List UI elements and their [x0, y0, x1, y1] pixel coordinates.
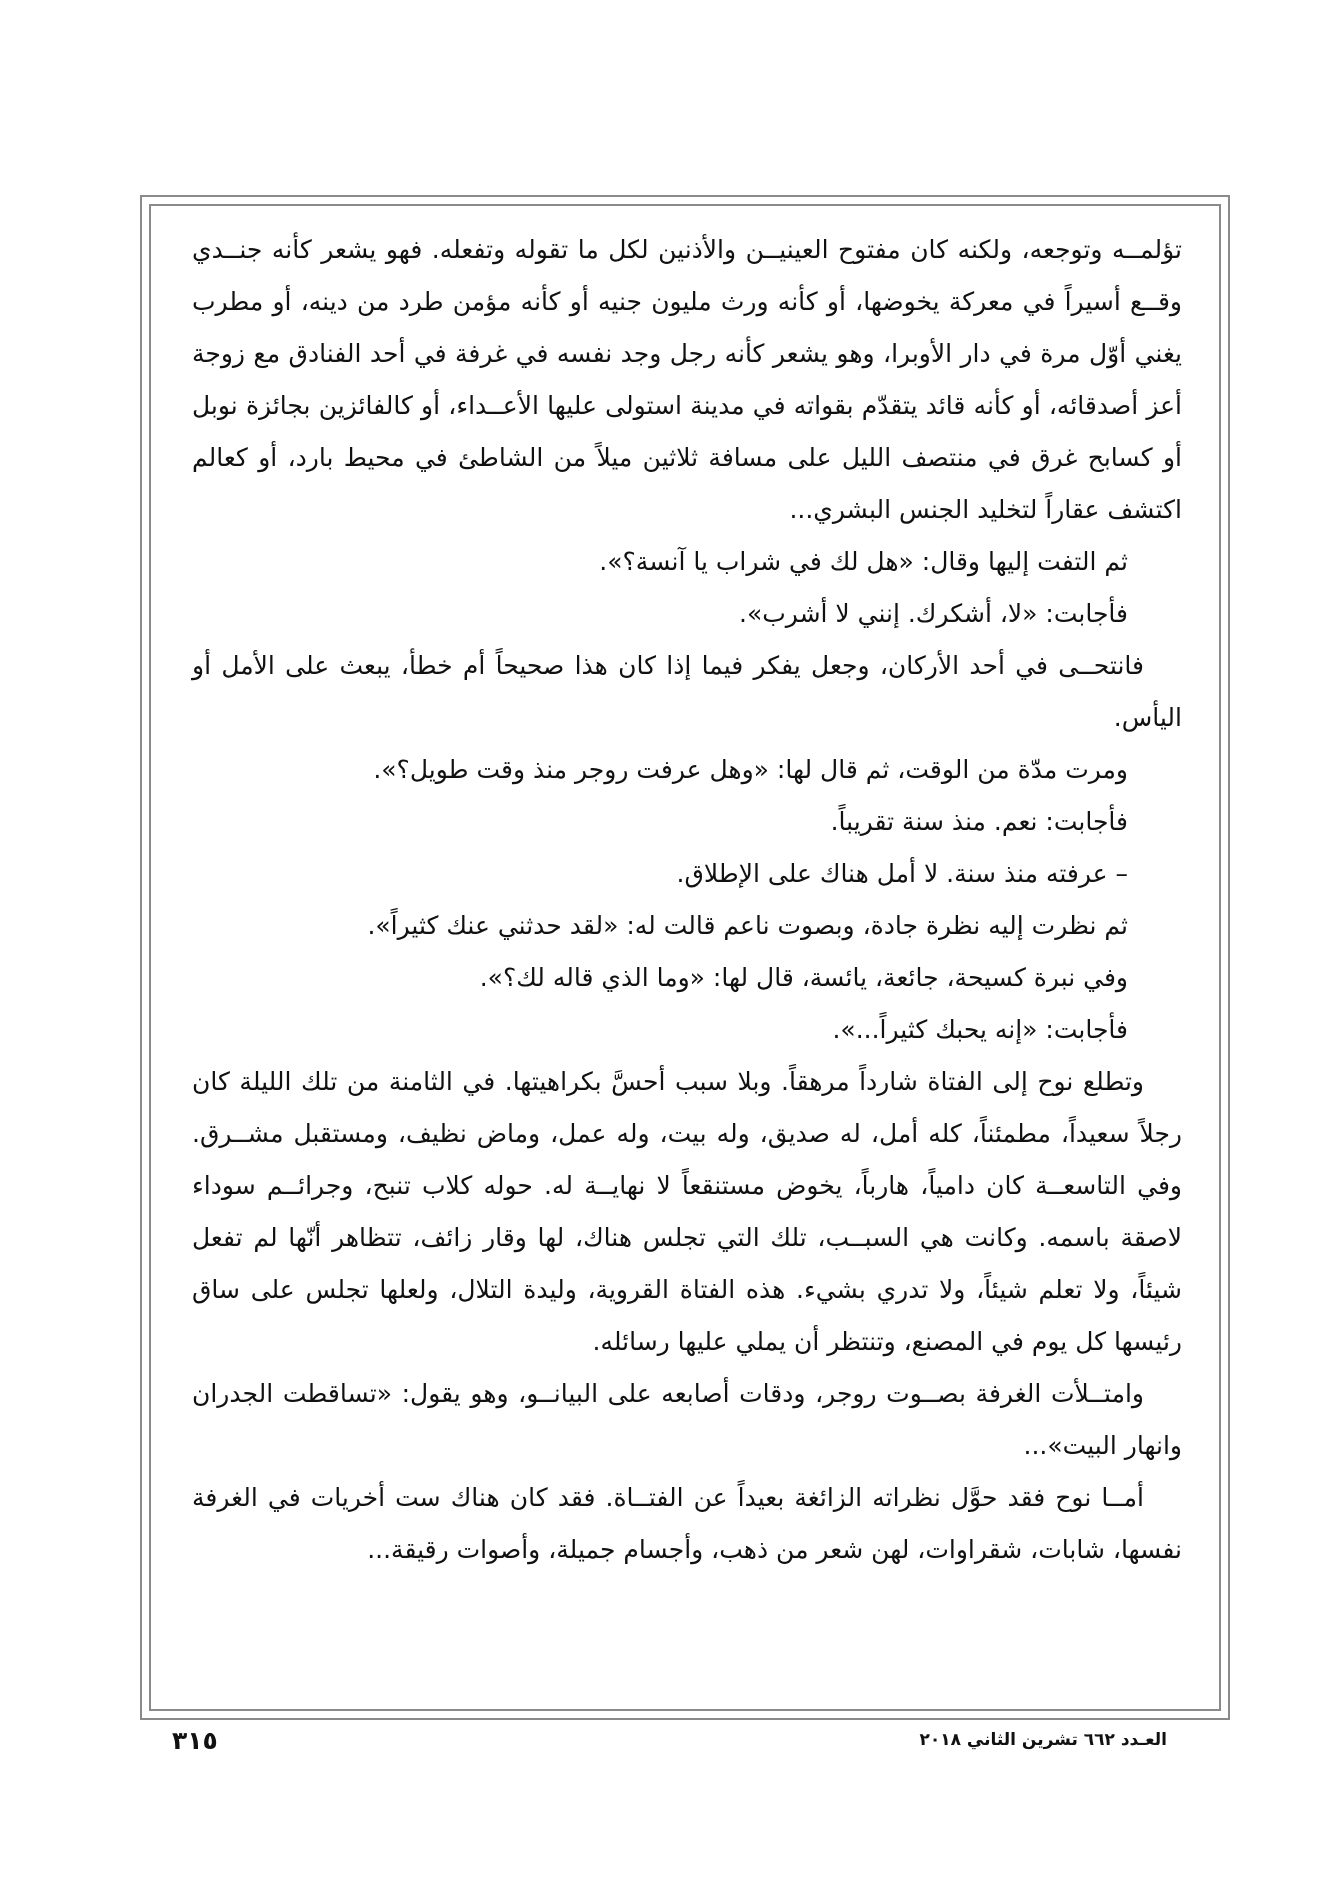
page-number: ٣١٥: [172, 1726, 218, 1755]
paragraph: فأجابت: «إنه يحبك كثيراً...».: [832, 1015, 1128, 1044]
paragraph: وامتــلأت الغرفة بصــوت روجر، ودقات أصابعه على البيانــو، وهو يقول: «تساقطت الجدران وانهار البيت»...: [192, 1379, 1182, 1460]
paragraph: ثم التفت إليها وقال: «هل لك في شراب يا آنسة؟».: [599, 547, 1128, 576]
paragraph: فانتحــى في أحد الأركان، وجعل يفكر فيما إذا كان هذا صحيحاً أم خطأ، يبعث على الأمل أو اليأس.: [192, 651, 1182, 732]
paragraph: فأجابت: «لا، أشكرك. إنني لا أشرب».: [739, 599, 1128, 628]
paragraph: ومرت مدّة من الوقت، ثم قال لها: «وهل عرفت روجر منذ وقت طويل؟».: [373, 755, 1128, 784]
paragraph: فأجابت: نعم. منذ سنة تقريباً.: [830, 807, 1128, 836]
paragraph: تؤلمــه وتوجعه، ولكنه كان مفتوح العينيــن والأذنين لكل ما تقوله وتفعله. فهو يشعر كأنه جنــدي وقــع أسيراً في معركة يخوضها، أو كأنه ورث مليون جنيه أو كأنه مؤمن طرد من دينه، أو مطرب يغني أوّل مرة في دار الأوبرا، وهو يشعر كأنه رجل وجد نفسه في غرفة في أحد الفنادق مع زوجة أعز أصدقائه، أو كأنه قائد يتقدّم بقواته في مدينة استولى عليها الأعــداء، أو كالفائزين بجائزة نوبل أو كسابح غرق في منتصف الليل على مسافة ثلاثين ميلاً من الشاطئ في محيط بارد، أو كعالم اكتشف عقاراً لتخليد الجنس البشري...: [192, 235, 1182, 524]
article-body: [192, 224, 1182, 1576]
paragraph: ثم نظرت إليه نظرة جادة، وبصوت ناعم قالت له: «لقد حدثني عنك كثيراً».: [367, 911, 1128, 940]
paragraph: وتطلع نوح إلى الفتاة شارداً مرهقاً. وبلا سبب أحسَّ بكراهيتها. في الثامنة من تلك الليلة كان رجلاً سعيداً، مطمئناً، كله أمل، له صديق، وله بيت، وله عمل، وماض نظيف، ومستقبل مشــرق. وفي التاسعــة كان دامياً، هارباً، يخوض مستنقعاً لا نهايــة له. حوله كلاب تنبح، وجرائــم سوداء لاصقة باسمه. وكانت هي السبــب، تلك التي تجلس هناك، لها وقار زائف، تتظاهر أنّها لم تفعل شيئاً، ولا تعلم شيئاً، ولا تدري بشيء. هذه الفتاة القروية، وليدة التلال، ولعلها تجلس على ساق رئيسها كل يوم في المصنع، وتنتظر أن يملي عليها رسائله.: [192, 1067, 1182, 1356]
paragraph: وفي نبرة كسيحة، جائعة، يائسة، قال لها: «وما الذي قاله لك؟».: [479, 963, 1128, 992]
paragraph: أمــا نوح فقد حوَّل نظراته الزائغة بعيداً عن الفتــاة. فقد كان هناك ست أخريات في الغرفة نفسها، شابات، شقراوات، لهن شعر من ذهب، وأجسام جميلة، وأصوات رقيقة...: [192, 1483, 1182, 1564]
issue-info: العـدد ٦٦٢ تشرين الثاني ٢٠١٨: [919, 1730, 1167, 1750]
paragraph: – عرفته منذ سنة. لا أمل هناك على الإطلاق.: [676, 859, 1128, 888]
